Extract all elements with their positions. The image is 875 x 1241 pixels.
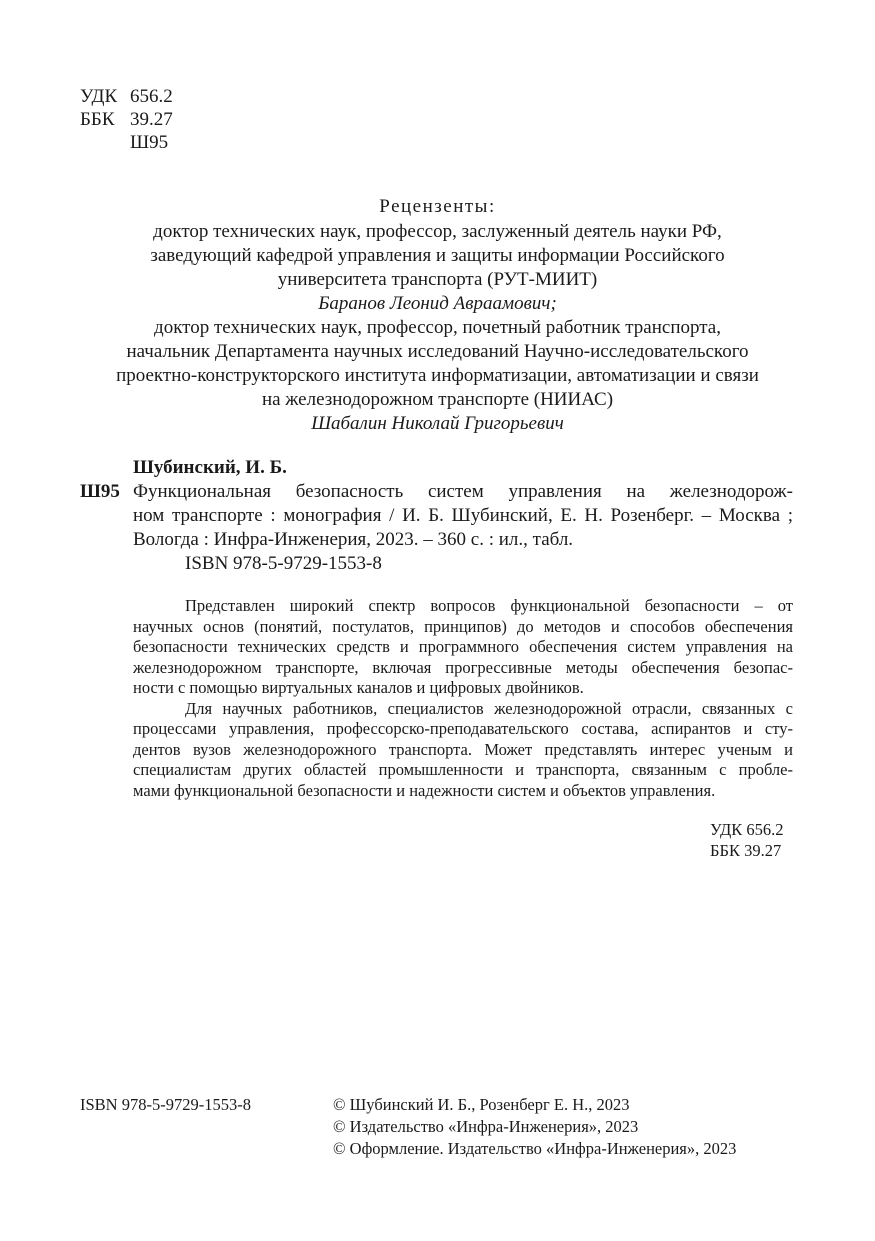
annotation-line: безопасности технических средств и программного обеспечения систем управления на	[133, 637, 793, 656]
reviewers-title: Рецензенты:	[379, 196, 496, 217]
reviewer-1-line: университета транспорта (РУТ-МИИТ)	[277, 269, 598, 290]
record-line: Функциональная безопасность систем управления на железнодорож-	[133, 481, 793, 502]
reviewer-1-name: Баранов Леонид Авраамович;	[318, 293, 557, 314]
reviewer-2-name: Шабалин Николай Григорьевич	[311, 413, 564, 434]
reviewer-1-line: доктор технических наук, профессор, заслуженный деятель науки РФ,	[153, 221, 722, 242]
record-line: ном транспорте : монография / И. Б. Шубинский, Е. Н. Розенберг. – Москва ;	[133, 505, 793, 526]
bibliographic-record	[80, 456, 793, 576]
annotation-line: железнодорожном транспорте, включая прогрессивные методы обеспечения безопас-	[133, 657, 793, 677]
reviewer-2-line: начальник Департамента научных исследований Научно-исследовательского	[126, 341, 749, 362]
bbk-label: ББК	[80, 109, 115, 130]
copyright-block	[333, 1094, 736, 1160]
udk-label: УДК	[80, 86, 118, 107]
copyright-line: © Издательство «Инфра-Инженерия», 2023	[333, 1117, 639, 1136]
reviewer-2-line: доктор технических наук, профессор, почетный работник транспорта,	[154, 317, 721, 338]
record-line: Вологда : Инфра-Инженерия, 2023. – 360 с. : ил., табл.	[133, 529, 574, 550]
udk-row	[80, 85, 173, 108]
reviewer-1-line: заведующий кафедрой управления и защиты информации Российского	[150, 245, 725, 266]
udk-value: 656.2	[130, 86, 173, 107]
annotation-line: научных основ (понятий, постулатов, принципов) до методов и способов обеспечения	[133, 616, 793, 636]
udk-code-right: УДК 656.2	[710, 820, 784, 839]
annotation	[133, 596, 793, 801]
bbk-row	[80, 108, 173, 131]
annotation-line: ности с помощью виртуальных каналов и цифровых двойников.	[133, 678, 584, 697]
record-isbn: ISBN 978-5-9729-1553-8	[185, 553, 382, 574]
reviewer-2-line: на железнодорожном транспорте (НИИАС)	[261, 389, 614, 410]
annotation-line: процессами управления, профессорско-преподавательского состава, аспирантов и сту-	[133, 719, 793, 738]
classification-codes-right	[710, 820, 784, 861]
classification-codes	[80, 85, 173, 154]
record-code: Ш95	[80, 481, 120, 502]
bbk-code-right: ББК 39.27	[710, 840, 782, 860]
annotation-line: Представлен широкий спектр вопросов функциональной безопасности – от	[185, 596, 793, 615]
annotation-line: дентов вузов железнодорожного транспорта. Может представлять интерес ученым и	[133, 739, 793, 759]
reviewers-block	[70, 195, 805, 436]
reviewer-2-line: проектно-конструкторского института информатизации, автоматизации и связи	[116, 365, 759, 386]
footer-isbn: ISBN 978-5-9729-1553-8	[80, 1095, 251, 1114]
annotation-line: специалистам других областей промышленности и транспорта, связанным с пробле-	[133, 760, 793, 779]
annotation-line: Для научных работников, специалистов железнодорожной отрасли, связанных с	[185, 698, 793, 718]
copyright-line: © Оформление. Издательство «Инфра-Инженерия», 2023	[333, 1139, 737, 1158]
author-mark: Ш95	[130, 132, 169, 153]
record-author: Шубинский, И. Б.	[133, 457, 287, 478]
copyright-line: © Шубинский И. Б., Розенберг Е. Н., 2023	[333, 1095, 630, 1114]
annotation-line: мами функциональной безопасности и надежности систем и объектов управления.	[133, 780, 716, 800]
bbk-value: 39.27	[130, 109, 173, 130]
record-body	[80, 480, 793, 576]
